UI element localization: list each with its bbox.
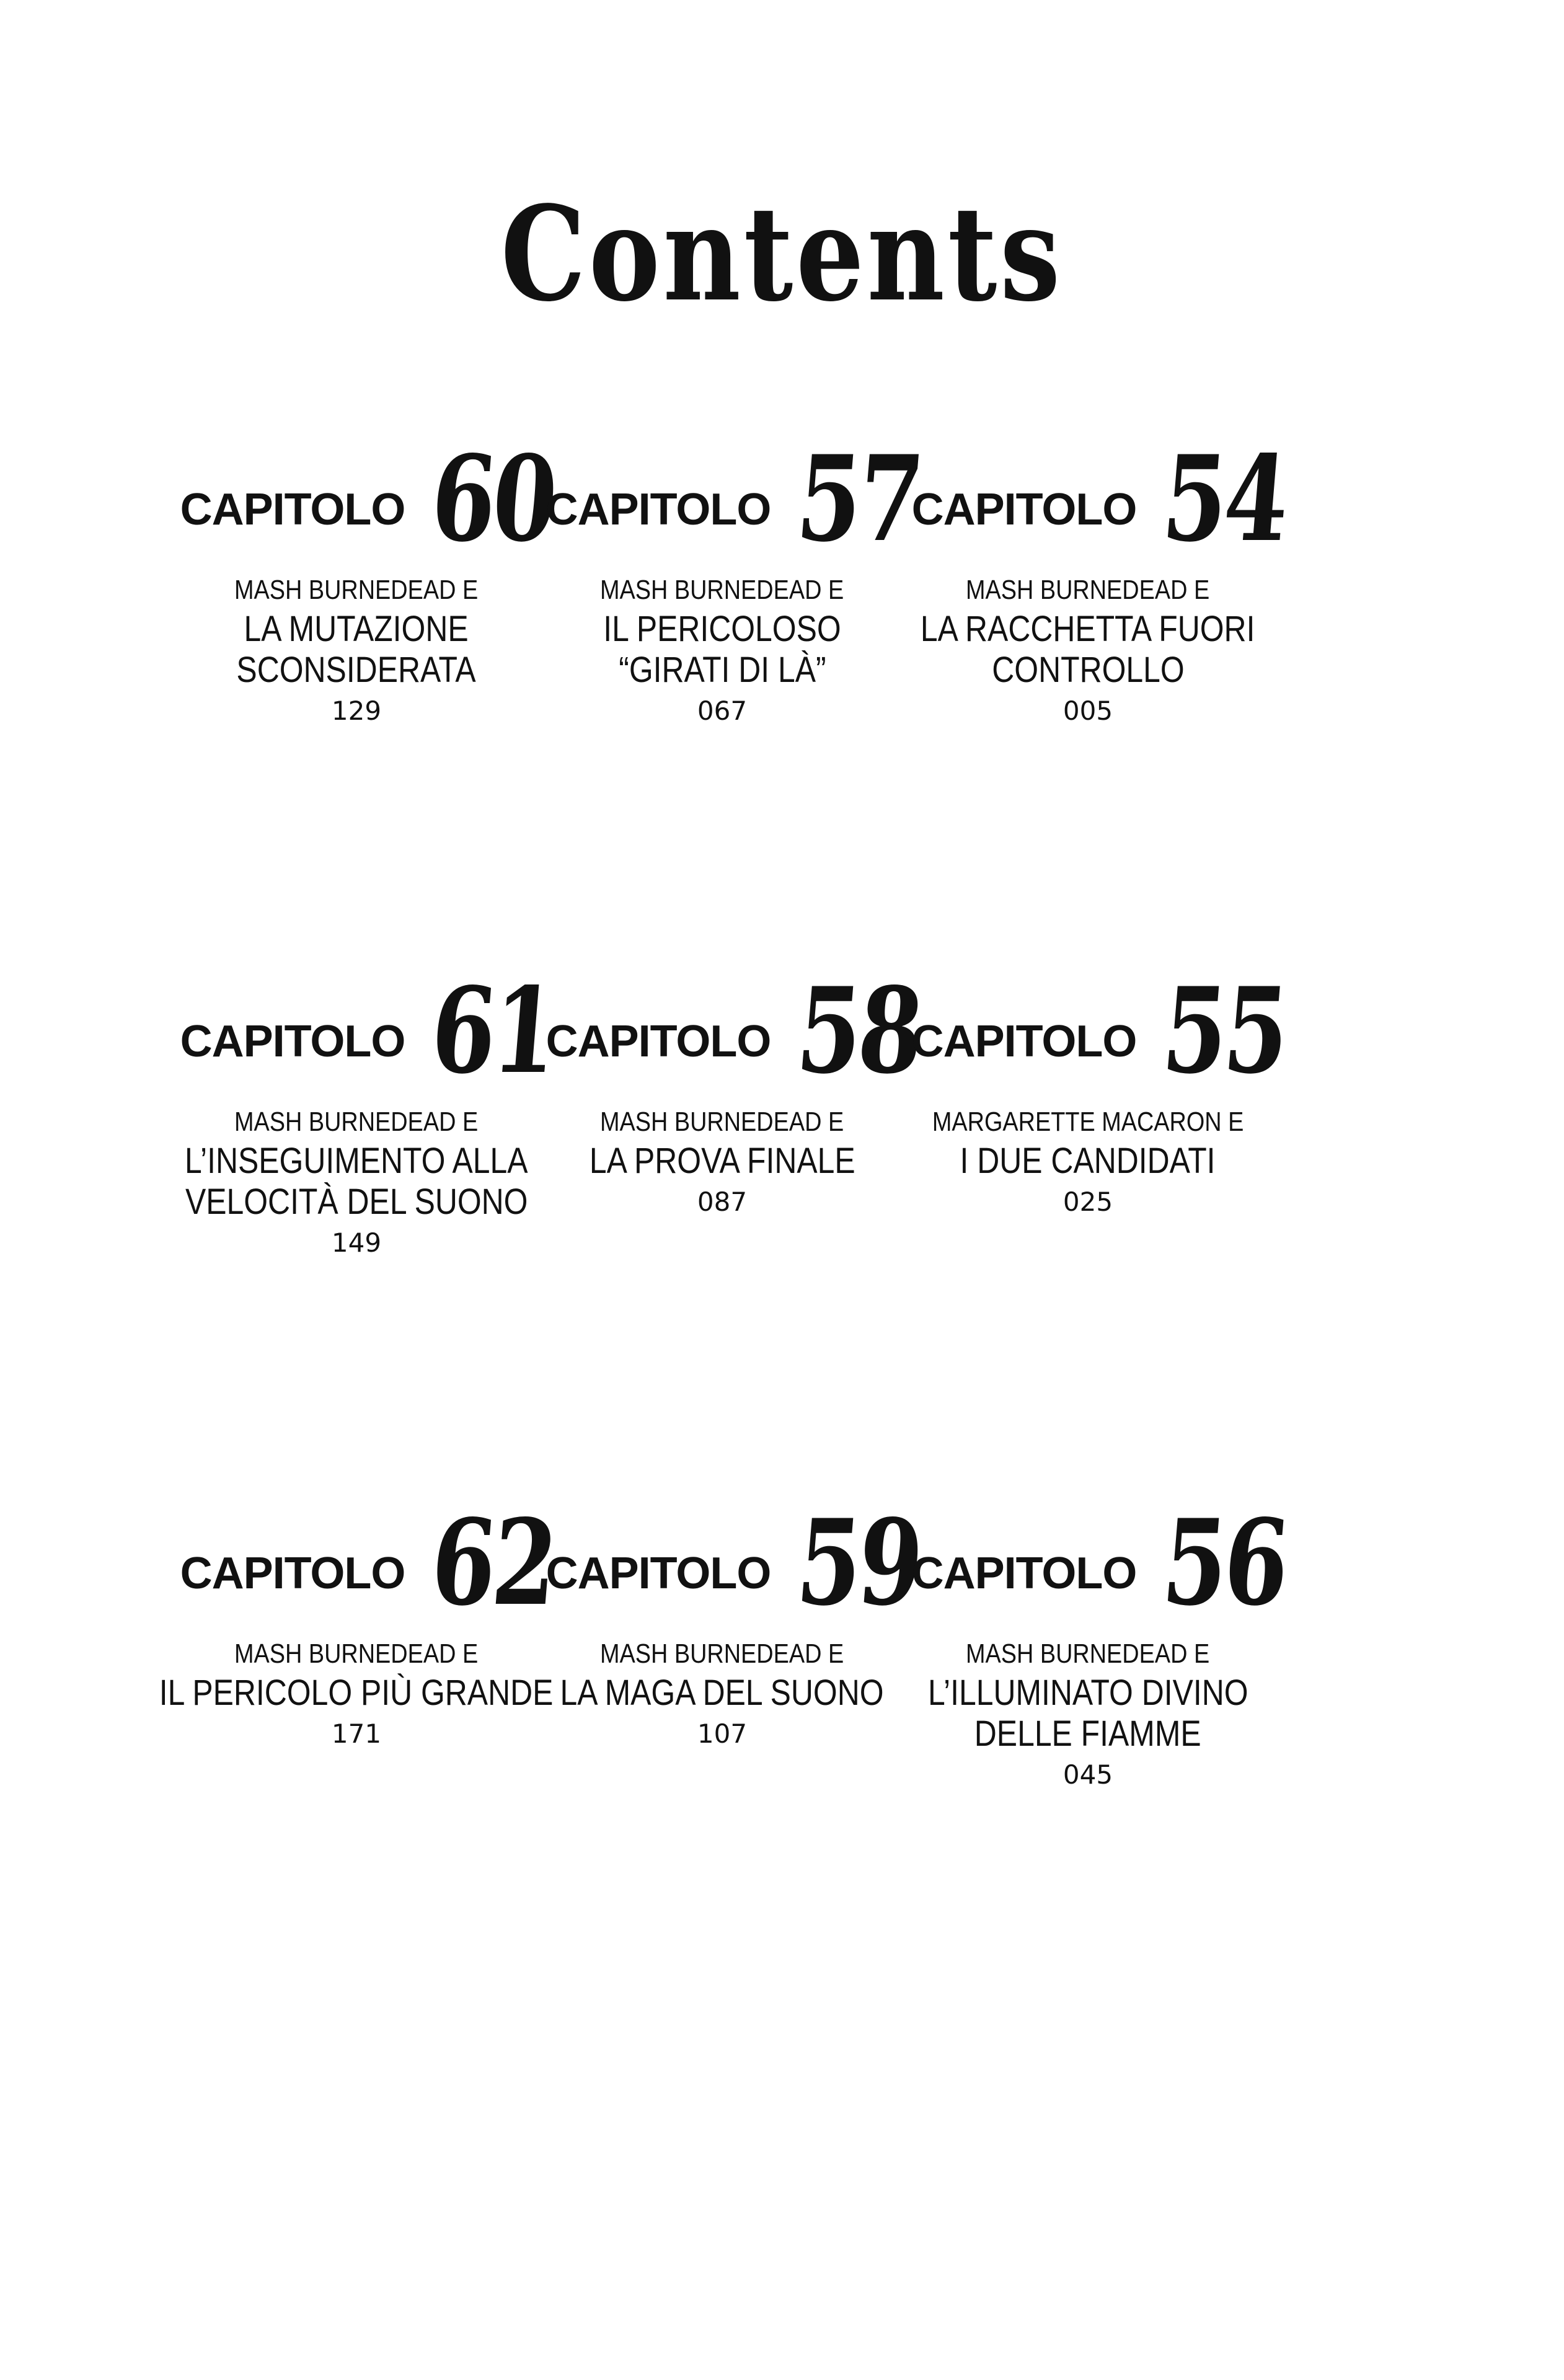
chapter-heading bbox=[546, 962, 926, 1100]
chapter-entry bbox=[539, 962, 926, 1498]
chapter-page-number: 045 bbox=[1063, 1759, 1113, 1790]
chapter-heading bbox=[180, 1493, 560, 1632]
chapter-heading bbox=[911, 1493, 1292, 1632]
chapter-heading bbox=[180, 430, 560, 568]
chapter-number: 57 bbox=[792, 430, 926, 568]
chapter-subtitle: MASH BURNEDEAD E bbox=[600, 575, 844, 605]
chapter-heading bbox=[911, 962, 1292, 1100]
chapter-page-number: 087 bbox=[697, 1187, 748, 1217]
chapter-subtitle: MASH BURNEDEAD E bbox=[600, 1639, 844, 1669]
chapter-title-line: “GIRATI DI LÀ” bbox=[618, 650, 826, 690]
chapter-heading bbox=[911, 430, 1292, 568]
chapter-subtitle: MASH BURNEDEAD E bbox=[966, 1639, 1210, 1669]
chapter-title-line: VELOCITÀ DEL SUONO bbox=[185, 1182, 528, 1222]
chapter-title-line: LA PROVA FINALE bbox=[589, 1141, 855, 1181]
chapter-subtitle: MASH BURNEDEAD E bbox=[234, 1107, 479, 1137]
chapter-page-number: 107 bbox=[697, 1719, 748, 1749]
chapter-number: 54 bbox=[1158, 430, 1292, 568]
chapter-subtitle: MASH BURNEDEAD E bbox=[966, 575, 1210, 605]
chapter-entry bbox=[159, 1493, 560, 2030]
chapter-number: 58 bbox=[792, 962, 926, 1100]
chapter-title-line: CONTROLLO bbox=[991, 650, 1185, 690]
chapter-entry bbox=[174, 962, 560, 1498]
chapter-label: CAPITOLO bbox=[180, 1549, 405, 1598]
chapter-label: CAPITOLO bbox=[911, 485, 1137, 534]
chapter-title-line: SCONSIDERATA bbox=[236, 650, 477, 690]
chapter-title-line: IL PERICOLO PIÙ GRANDE bbox=[159, 1673, 554, 1713]
chapter-page-number: 067 bbox=[697, 696, 748, 726]
chapter-label: CAPITOLO bbox=[546, 485, 771, 534]
chapter-label: CAPITOLO bbox=[180, 485, 405, 534]
chapter-title-line: L’INSEGUIMENTO ALLA bbox=[185, 1141, 528, 1181]
chapter-subtitle: MARGARETTE MACARON E bbox=[932, 1107, 1244, 1137]
chapter-title-line: DELLE FIAMME bbox=[974, 1714, 1201, 1754]
chapter-entry bbox=[905, 430, 1292, 966]
chapter-page-number: 129 bbox=[331, 696, 382, 726]
chapter-page-number: 171 bbox=[331, 1719, 382, 1749]
chapter-entry bbox=[174, 430, 560, 966]
chapter-number: 61 bbox=[426, 962, 560, 1100]
chapter-label: CAPITOLO bbox=[180, 1017, 405, 1066]
chapter-page-number: 149 bbox=[331, 1228, 382, 1258]
chapter-title-line: LA RACCHETTA FUORI bbox=[921, 609, 1255, 649]
chapter-title-line: LA MAGA DEL SUONO bbox=[560, 1673, 885, 1713]
chapter-subtitle: MASH BURNEDEAD E bbox=[234, 575, 479, 605]
chapter-entry bbox=[539, 1493, 926, 2030]
chapter-title-line: LA MUTAZIONE bbox=[244, 609, 469, 649]
chapter-label: CAPITOLO bbox=[546, 1017, 771, 1066]
chapter-heading bbox=[546, 430, 926, 568]
chapter-number: 56 bbox=[1158, 1493, 1292, 1632]
chapter-label: CAPITOLO bbox=[911, 1549, 1137, 1598]
chapter-number: 60 bbox=[426, 430, 560, 568]
chapter-entry bbox=[905, 1493, 1292, 2030]
chapter-subtitle: MASH BURNEDEAD E bbox=[234, 1639, 479, 1669]
chapter-heading bbox=[180, 962, 560, 1100]
chapter-label: CAPITOLO bbox=[546, 1549, 771, 1598]
chapter-entry bbox=[539, 430, 926, 966]
chapter-number: 59 bbox=[792, 1493, 926, 1632]
chapter-entry bbox=[905, 962, 1292, 1498]
page-title: Contents bbox=[500, 177, 1064, 330]
chapter-number: 55 bbox=[1158, 962, 1292, 1100]
chapter-page-number: 025 bbox=[1063, 1187, 1113, 1217]
chapter-subtitle: MASH BURNEDEAD E bbox=[600, 1107, 844, 1137]
chapter-label: CAPITOLO bbox=[911, 1017, 1137, 1066]
chapter-title-line: IL PERICOLOSO bbox=[603, 609, 841, 649]
chapter-title-line: I DUE CANDIDATI bbox=[960, 1141, 1216, 1181]
contents-grid bbox=[159, 430, 1292, 2030]
chapter-title-line: L’ILLUMINATO DIVINO bbox=[927, 1673, 1248, 1713]
chapter-heading bbox=[546, 1493, 926, 1632]
chapter-number: 62 bbox=[426, 1493, 560, 1632]
chapter-page-number: 005 bbox=[1063, 696, 1113, 726]
